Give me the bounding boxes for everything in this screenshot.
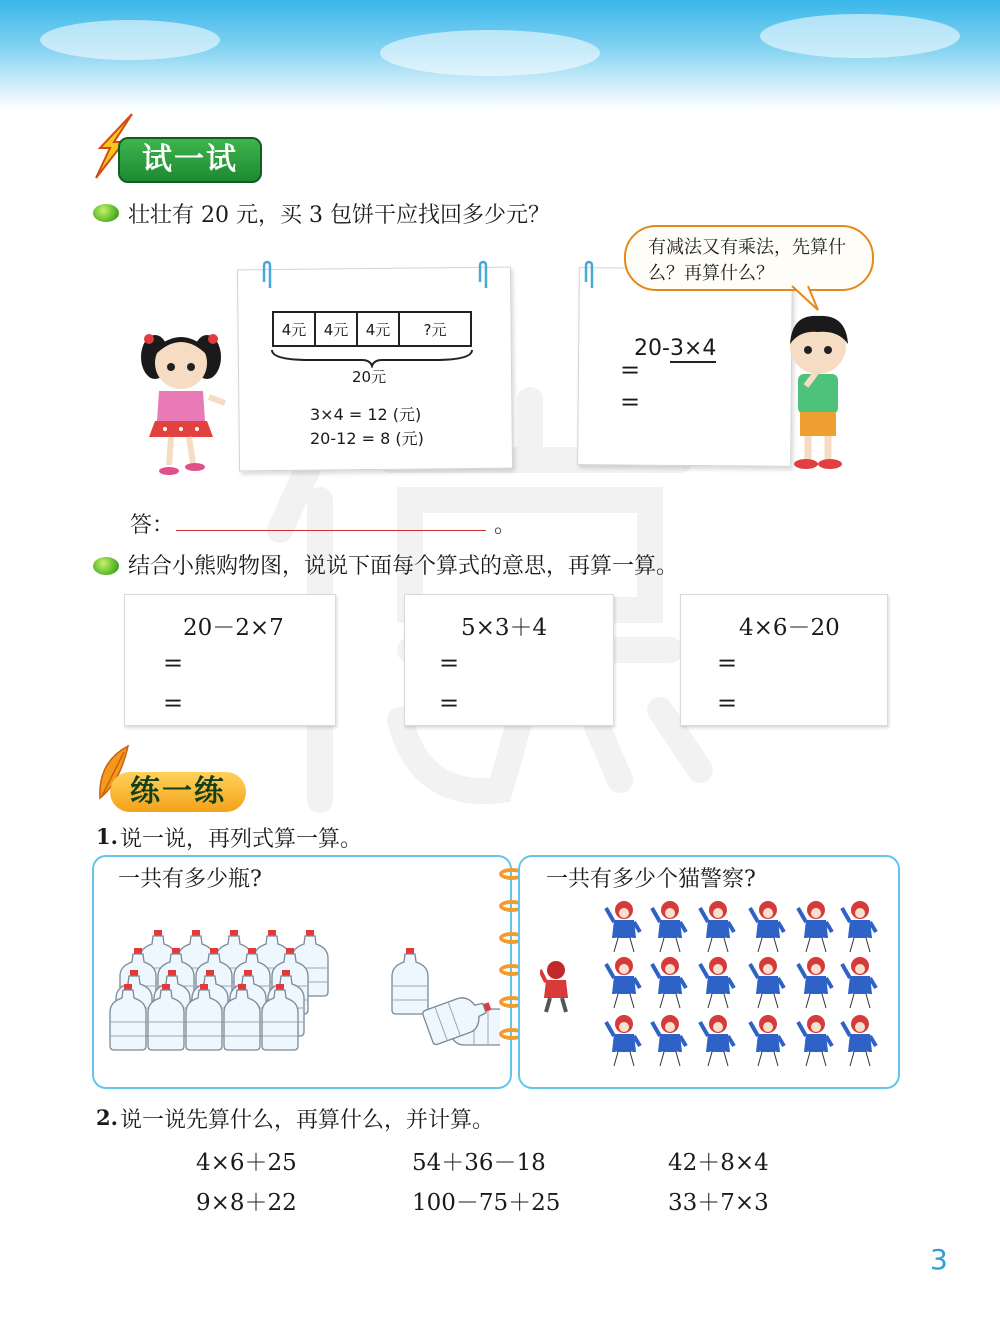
card-expression: 20－2×7 bbox=[183, 615, 284, 641]
card-eq-1: = bbox=[163, 649, 184, 677]
cat-police-illustration bbox=[540, 896, 880, 1076]
practice-expression: 33＋7×3 bbox=[668, 1190, 769, 1216]
paperclip-icon bbox=[584, 260, 600, 290]
speech-bubble: 有减法又有乘法，先算什么？再算什么？ bbox=[624, 225, 874, 291]
card-eq-2: = bbox=[439, 689, 460, 717]
card-eq-1: = bbox=[439, 649, 460, 677]
answer-period: 。 bbox=[494, 513, 517, 538]
bar-cell: ?元 bbox=[423, 320, 447, 339]
expression-card bbox=[680, 594, 888, 726]
boy-eq-1: = bbox=[620, 356, 641, 384]
bullet-icon bbox=[93, 204, 119, 222]
card-eq-1: = bbox=[717, 649, 738, 677]
bar-cell: 4元 bbox=[316, 313, 358, 345]
card-expression: 4×6－20 bbox=[739, 615, 840, 641]
try-it-badge: 试一试 bbox=[118, 137, 262, 183]
answer-label: 答： bbox=[130, 513, 175, 538]
page-number: 3 bbox=[930, 1243, 948, 1276]
practice-expression: 9×8＋22 bbox=[196, 1190, 297, 1216]
card-expression: 5×3＋4 bbox=[461, 615, 548, 641]
bullet-icon bbox=[93, 557, 119, 575]
calc-line-2: 20-12 = 8 (元) bbox=[310, 429, 424, 448]
question-1: 壮壮有 20 元，买 3 包饼干应找回多少元？ bbox=[128, 203, 550, 228]
expression-card bbox=[124, 594, 336, 726]
practice-badge: 练一练 bbox=[110, 772, 246, 812]
girl-illustration bbox=[125, 325, 230, 480]
boy-eq-2: = bbox=[620, 388, 641, 416]
answer-blank[interactable] bbox=[176, 530, 486, 531]
total-label: 20元 bbox=[352, 368, 387, 386]
exercise-1-text: 说一说，再列式算一算。 bbox=[120, 827, 363, 852]
card-eq-2: = bbox=[163, 689, 184, 717]
bar-diagram bbox=[272, 311, 472, 347]
expression-part: 20- bbox=[634, 336, 670, 361]
boy-note-paper bbox=[577, 267, 793, 467]
bottles-question: 一共有多少瓶? bbox=[118, 867, 262, 892]
question-2: 结合小熊购物图，说说下面每个算式的意思，再算一算。 bbox=[128, 554, 679, 579]
exercise-2-number: 2. bbox=[96, 1105, 118, 1130]
exercise-1-number: 1. bbox=[96, 824, 118, 849]
practice-expression: 100－75＋25 bbox=[412, 1190, 561, 1216]
boy-expression bbox=[634, 336, 716, 361]
exercise-2-text: 说一说先算什么，再算什么，并计算。 bbox=[120, 1108, 495, 1133]
bar-cell: 4元 bbox=[274, 313, 316, 345]
expression-underlined-part: 3×4 bbox=[669, 336, 717, 361]
practice-expression: 42＋8×4 bbox=[668, 1150, 769, 1176]
bar-cell: 4元 bbox=[358, 313, 400, 345]
practice-expression: 54＋36－18 bbox=[412, 1150, 546, 1176]
boy-illustration bbox=[778, 310, 858, 475]
expression-card bbox=[404, 594, 614, 726]
bottles-illustration bbox=[100, 922, 500, 1057]
paperclip-icon bbox=[478, 260, 494, 290]
cat-police-question: 一共有多少个猫警察? bbox=[546, 867, 756, 892]
calc-line-1: 3×4 = 12 (元) bbox=[310, 405, 422, 424]
paperclip-icon bbox=[262, 260, 278, 290]
header-sky bbox=[0, 0, 1000, 110]
card-eq-2: = bbox=[717, 689, 738, 717]
total-brace bbox=[270, 348, 474, 368]
practice-expression: 4×6＋25 bbox=[196, 1150, 297, 1176]
